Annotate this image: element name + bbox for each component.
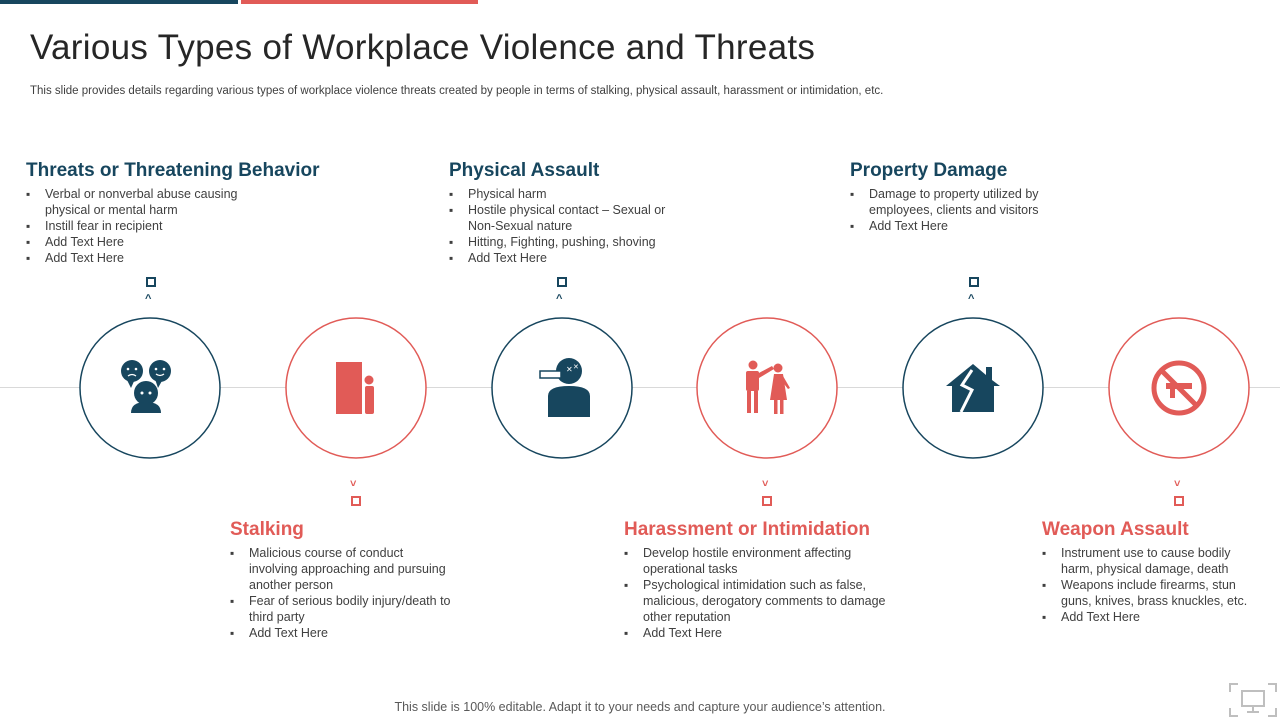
item-heading: Physical Assault bbox=[449, 160, 600, 181]
presentation-screen-icon bbox=[1228, 682, 1278, 718]
list-item: ▪ Instill fear in recipient bbox=[26, 218, 241, 234]
page-title: Various Types of Workplace Violence and Threats bbox=[30, 28, 816, 67]
list-item: ▪ Verbal or nonverbal abuse causing physical or mental harm bbox=[26, 186, 241, 218]
chevron-down-icon: ˅ bbox=[1174, 478, 1181, 490]
svg-text:✕: ✕ bbox=[566, 365, 573, 374]
marker-square-3 bbox=[557, 277, 567, 287]
list-item: ▪ Develop hostile environment affecting operational tasks bbox=[624, 545, 886, 577]
list-item: ▪ Psychological intimidation such as false, malicious, derogatory comments to damage other reputation bbox=[624, 577, 886, 625]
item-heading: Property Damage bbox=[850, 160, 1008, 181]
list-item: ▪ Physical harm bbox=[449, 186, 671, 202]
list-item: ▪ Add Text Here bbox=[850, 218, 1055, 234]
marker-square-4 bbox=[762, 496, 772, 506]
list-item: ▪ Instrument use to cause bodily harm, physical damage, death bbox=[1042, 545, 1264, 577]
list-item: ▪ Hitting, Fighting, pushing, shoving bbox=[449, 234, 671, 250]
marker-square-2 bbox=[351, 496, 361, 506]
list-item: ▪ Add Text Here bbox=[230, 625, 455, 641]
list-item: ▪ Damage to property utilized by employees, clients and visitors bbox=[850, 186, 1055, 218]
chevron-up-icon: ^ bbox=[968, 293, 975, 305]
item-heading: Stalking bbox=[230, 519, 304, 540]
list-item: ▪ Weapons include firearms, stun guns, knives, brass knuckles, etc. bbox=[1042, 577, 1264, 609]
marker-square-6 bbox=[1174, 496, 1184, 506]
item-heading: Threats or Threatening Behavior bbox=[26, 160, 320, 181]
chevron-down-icon: ˅ bbox=[762, 478, 769, 490]
list-item: ▪ Add Text Here bbox=[449, 250, 671, 266]
list-item: ▪ Add Text Here bbox=[624, 625, 886, 641]
svg-text:✕: ✕ bbox=[573, 363, 579, 371]
item-heading: Weapon Assault bbox=[1042, 519, 1189, 540]
chevron-down-icon: ˅ bbox=[350, 478, 357, 490]
chevron-up-icon: ^ bbox=[145, 293, 152, 305]
marker-square-1 bbox=[146, 277, 156, 287]
circle-4 bbox=[697, 318, 837, 458]
list-item: ▪ Fear of serious bodily injury/death to third party bbox=[230, 593, 455, 625]
page-subtitle: This slide provides details regarding various types of workplace violence threats created by people in terms of stalking, physical assault, harassment or intimidation, etc. bbox=[30, 85, 884, 97]
footer-note: This slide is 100% editable. Adapt it to your needs and capture your audience’s attention. bbox=[394, 700, 886, 714]
chevron-up-icon: ^ bbox=[556, 293, 563, 305]
marker-square-5 bbox=[969, 277, 979, 287]
list-item: ▪ Malicious course of conduct involving approaching and pursuing another person bbox=[230, 545, 455, 593]
item-threats bbox=[26, 160, 326, 266]
list-item: ▪ Add Text Here bbox=[26, 250, 241, 266]
item-stalking bbox=[230, 519, 470, 641]
list-item: ▪ Add Text Here bbox=[26, 234, 241, 250]
item-property-damage bbox=[850, 160, 1090, 234]
item-harassment bbox=[624, 519, 894, 641]
list-item: ▪ Add Text Here bbox=[1042, 609, 1264, 625]
item-weapon-assault bbox=[1042, 519, 1272, 625]
item-physical-assault bbox=[449, 160, 689, 266]
list-item: ▪ Hostile physical contact – Sexual or Non-Sexual nature bbox=[449, 202, 671, 234]
item-heading: Harassment or Intimidation bbox=[624, 519, 870, 540]
